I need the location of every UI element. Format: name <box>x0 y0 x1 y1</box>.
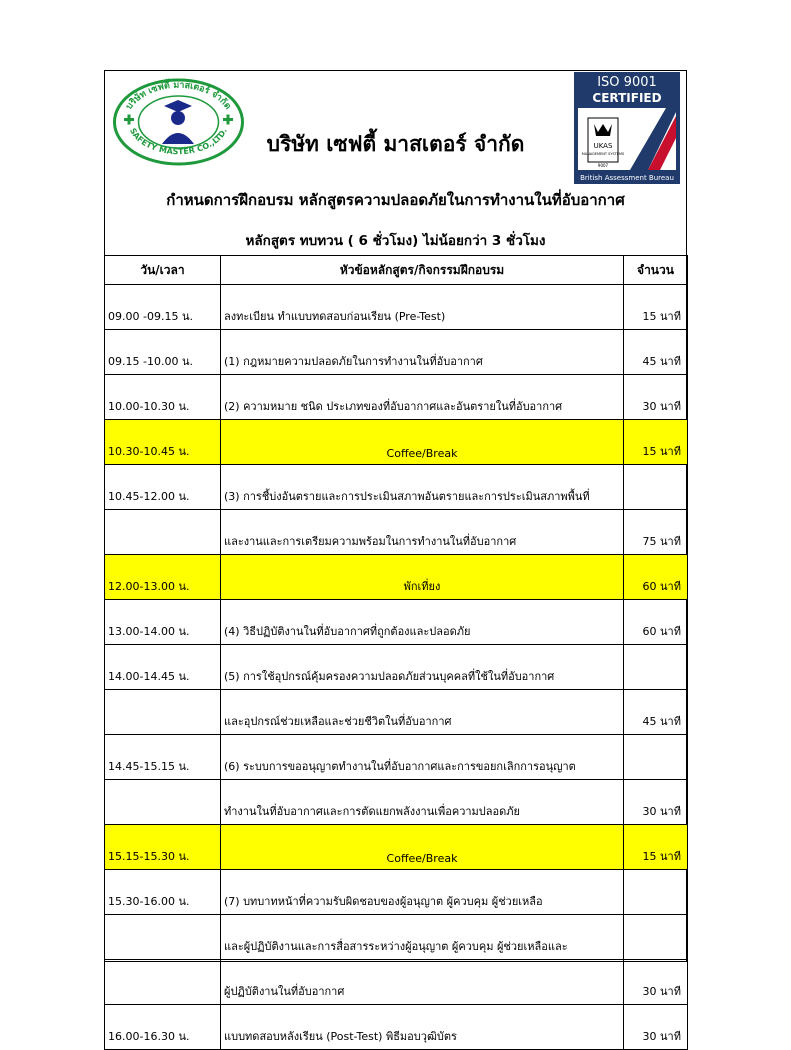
table-row <box>105 645 688 690</box>
row-amount <box>624 915 688 960</box>
table-row <box>105 960 688 1005</box>
row-time: 14.45-15.15 น. <box>105 735 221 780</box>
schedule-table <box>104 255 688 1050</box>
row-topic: (7) บทบาทหน้าที่ความรับผิดชอบของผู้อนุญาต ผู้ควบคุม ผู้ช่วยเหลือ <box>221 870 624 915</box>
row-topic: (5) การใช้อุปกรณ์คุ้มครองความปลอดภัยส่วนบุคคลที่ใช้ในที่อับอากาศ <box>221 645 624 690</box>
header-time: วัน/เวลา <box>105 256 221 285</box>
table-row <box>105 915 688 960</box>
row-time <box>105 960 221 1005</box>
row-topic: ผู้ปฏิบัติงานในที่อับอากาศ <box>221 960 624 1005</box>
table-row <box>105 825 688 870</box>
row-topic: (1) กฎหมายความปลอดภัยในการทำงานในที่อับอากาศ <box>221 330 624 375</box>
row-amount: 60 นาที <box>624 555 688 600</box>
row-time: 09.00 -09.15 น. <box>105 285 221 330</box>
row-time: 16.00-16.30 น. <box>105 1005 221 1050</box>
row-amount: 75 นาที <box>624 510 688 555</box>
table-row <box>105 735 688 780</box>
row-amount <box>624 735 688 780</box>
row-amount: 15 นาที <box>624 285 688 330</box>
row-amount <box>624 870 688 915</box>
row-amount: 15 นาที <box>624 825 688 870</box>
table-row <box>105 1005 688 1050</box>
row-topic: (6) ระบบการขออนุญาตทำงานในที่อับอากาศและการขอยกเลิกการอนุญาต <box>221 735 624 780</box>
table-row <box>105 780 688 825</box>
row-time <box>105 915 221 960</box>
table-row <box>105 510 688 555</box>
row-topic: พักเที่ยง <box>221 555 624 600</box>
header-amount: จำนวน <box>624 256 688 285</box>
row-topic: (2) ความหมาย ชนิด ประเภทของที่อับอากาศและอันตรายในที่อับอากาศ <box>221 375 624 420</box>
row-time: 10.30-10.45 น. <box>105 420 221 465</box>
table-row <box>105 465 688 510</box>
row-amount <box>624 645 688 690</box>
course-line: หลักสูตร ทบทวน ( 6 ชั่วโมง) ไม่น้อยกว่า 3 ชั่วโมง <box>245 233 546 249</box>
table-row <box>105 870 688 915</box>
row-topic: และอุปกรณ์ช่วยเหลือและช่วยชีวิตในที่อับอากาศ <box>221 690 624 735</box>
row-amount <box>624 465 688 510</box>
logo-english-text: SAFETY MASTER CO.,LTD. <box>128 126 229 157</box>
company-name: บริษัท เซฟตี้ มาสเตอร์ จำกัด <box>266 132 525 156</box>
table-row <box>105 600 688 645</box>
row-amount: 30 นาที <box>624 1005 688 1050</box>
row-topic: และงานและการเตรียมความพร้อมในการทำงานในที่อับอากาศ <box>221 510 624 555</box>
table-row <box>105 285 688 330</box>
row-amount: 45 นาที <box>624 690 688 735</box>
logo-thai-text: บริษัท เซฟตี้ มาสเตอร์ จำกัด <box>124 80 233 112</box>
row-time: 13.00-14.00 น. <box>105 600 221 645</box>
row-time <box>105 690 221 735</box>
header-topic: หัวข้อหลักสูตร/กิจกรรมฝึกอบรม <box>221 256 624 285</box>
ukas-text: UKAS <box>593 142 613 150</box>
row-time: 10.00-10.30 น. <box>105 375 221 420</box>
row-time <box>105 510 221 555</box>
table-row <box>105 330 688 375</box>
row-amount: 30 นาที <box>624 375 688 420</box>
iso-line2: CERTIFIED <box>592 91 662 105</box>
table-row <box>105 375 688 420</box>
iso-footer: British Assessment Bureau <box>580 174 674 182</box>
row-topic: (3) การชี้บ่งอันตรายและการประเมินสภาพอันตรายและการประเมินสภาพพื้นที่ <box>221 465 624 510</box>
row-topic: Coffee/Break <box>221 825 624 870</box>
row-amount: 15 นาที <box>624 420 688 465</box>
row-topic: (4) วิธีปฏิบัติงานในที่อับอากาศที่ถูกต้องและปลอดภัย <box>221 600 624 645</box>
row-amount: 45 นาที <box>624 330 688 375</box>
table-row <box>105 420 688 465</box>
row-topic: ทำงานในที่อับอากาศและการตัดแยกพลังงานเพื่อความปลอดภัย <box>221 780 624 825</box>
row-time: 10.45-12.00 น. <box>105 465 221 510</box>
ukas-number: 9007 <box>597 163 609 168</box>
row-amount: 60 นาที <box>624 600 688 645</box>
row-time: 12.00-13.00 น. <box>105 555 221 600</box>
row-time <box>105 780 221 825</box>
row-topic: Coffee/Break <box>221 420 624 465</box>
schedule-subtitle: กำหนดการฝึกอบรม หลักสูตรความปลอดภัยในการทำงานในที่อับอากาศ <box>166 191 625 209</box>
row-amount: 30 นาที <box>624 780 688 825</box>
row-time: 14.00-14.45 น. <box>105 645 221 690</box>
row-topic: ลงทะเบียน ทำแบบทดสอบก่อนเรียน (Pre-Test) <box>221 285 624 330</box>
row-time: 15.15-15.30 น. <box>105 825 221 870</box>
row-time: 15.30-16.00 น. <box>105 870 221 915</box>
row-time: 09.15 -10.00 น. <box>105 330 221 375</box>
row-topic: และผู้ปฏิบัติงานและการสื่อสารระหว่างผู้อนุญาต ผู้ควบคุม ผู้ช่วยเหลือและ <box>221 915 624 960</box>
table-row <box>105 555 688 600</box>
ukas-sub-text: MANAGEMENT SYSTEMS <box>581 152 625 156</box>
table-header-row <box>105 256 688 285</box>
iso-line1: ISO 9001 <box>597 75 657 90</box>
row-amount: 30 นาที <box>624 960 688 1005</box>
row-topic: แบบทดสอบหลังเรียน (Post-Test) พิธีมอบวุฒิบัตร <box>221 1005 624 1050</box>
table-row <box>105 690 688 735</box>
